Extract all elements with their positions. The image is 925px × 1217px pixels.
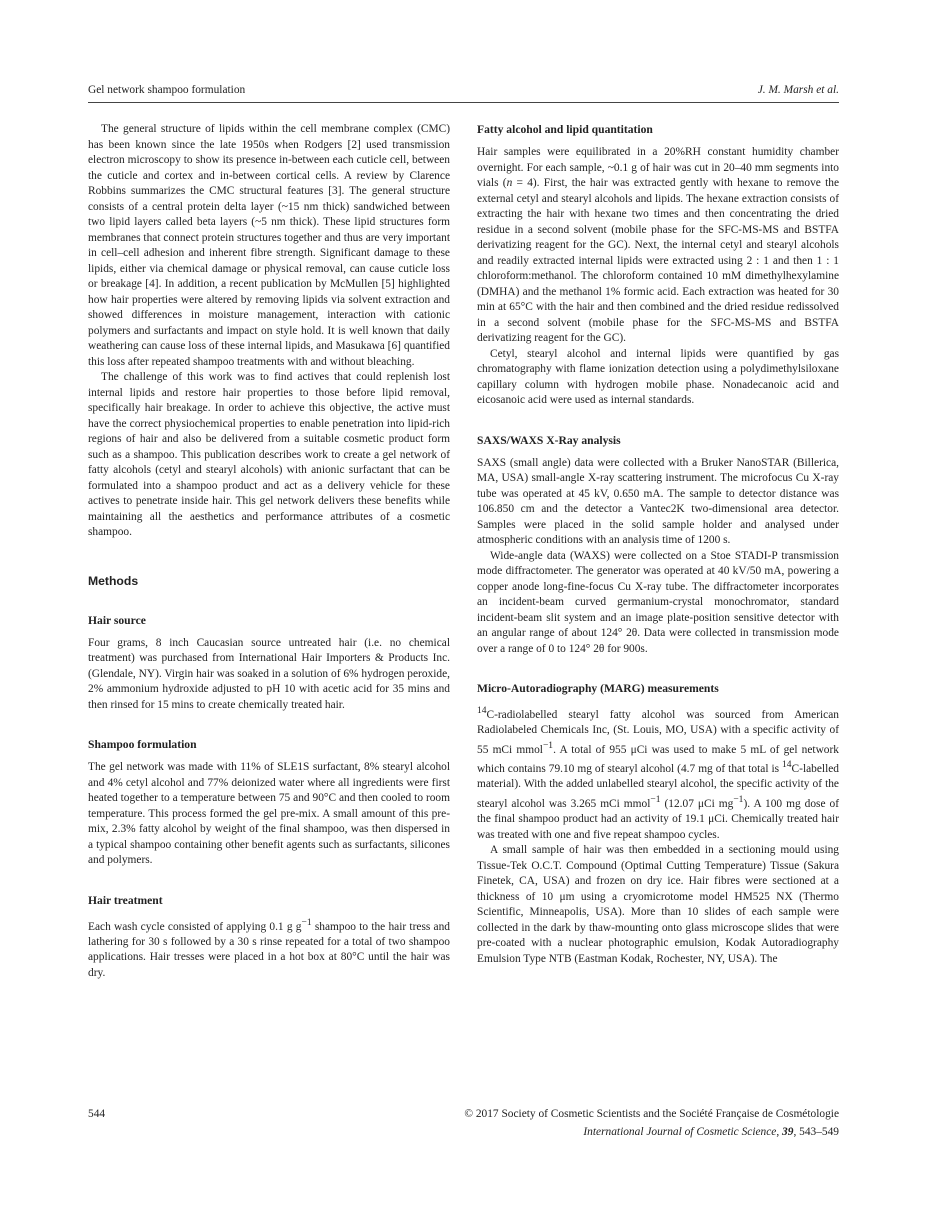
methods-heading: Methods xyxy=(88,573,139,588)
saxs-paragraph: SAXS (small angle) data were collected with a Bruker NanoSTAR (Billerica, MA, USA) small-angle X-ray scattering instrument. The microfocus Cu X-ray tube was operated at 45 kV, 0.650 mA. The sample to detector distance was 106.850 cm and the detector a Vantec2K two-dimensional area detector. Samples were placed in the solid sample holder and analysed under atmospheric conditions with an analysis time of 1200 s. xyxy=(477,456,839,546)
running-head xyxy=(88,82,839,98)
marg-heading: Micro-Autoradiography (MARG) measurements xyxy=(477,682,719,695)
saxs-waxs-heading: SAXS/WAXS X-Ray analysis xyxy=(477,433,621,447)
page-footer xyxy=(88,1106,839,1140)
waxs-paragraph: Wide-angle data (WAXS) were collected on a Stoe STADI-P transmission mode diffractometer. The generator was operated at 40 kV/50 mA, powering a copper anode long-fine-focus Cu X-ray tube. The diffractometer incorporates an incident-beam curved germanium-crystal monochromator, standard incident-beam slit system and an image plate-position sensitive detector with an angular range of about 124° 2θ. Data were collected in transmission mode over a range of 0 to 124° 2θ for 900s. xyxy=(477,549,839,655)
hair-treatment-heading: Hair treatment xyxy=(88,893,163,907)
shampoo-formulation-heading: Shampoo formulation xyxy=(88,738,197,751)
left-column xyxy=(88,122,450,981)
running-head-title: Gel network shampoo formulation xyxy=(88,84,246,96)
shampoo-formulation-paragraph: The gel network was made with 11% of SLE1S surfactant, 8% stearyl alcohol and 4% cetyl alcohol and 77% deionized water where all ingredients were first heated together to a temperature between 75 and 90°C and then cooled to room temperature. This process formed the gel pre-mix. A small amount of this pre-mix, 2.3% fatty alcohol by weight of the final shampoo, was then dispersed in a typical shampoo containing other benefit agents such as surfactants, silicones and polymers. xyxy=(88,761,450,866)
right-column xyxy=(477,122,839,967)
page-number: 544 xyxy=(88,1108,106,1120)
fatty-alcohol-heading: Fatty alcohol and lipid quantitation xyxy=(477,123,653,136)
journal-citation: International Journal of Cosmetic Science, 39, 543–549 xyxy=(583,1126,839,1138)
marg-paragraph-1: $^{14}$C-radiolabelled stearyl fatty alcohol was sourced from American Radiolabeled Chemicals Inc, (St. Louis, MO, USA) with a specific activity of 55 mCi mmol$^{-1}$. A total of 955 μCi was used to make 5 mL of gel network which contains 79.10 mg of stearyl alcohol (4.7 mg of that total is $^{14}$C-labelled material). With the added unlabelled stearyl alcohol, the specific activity of the stearyl alcohol was 3.265 mCi mmol$^{-1}$ (12.07 μCi $mg^{-1}$). A 100 mg dose of the final shampoo product had an activity of 19.1 μCi. Chemically treated hair was treated with one and five repeat shampoo cycles. xyxy=(477,706,840,841)
copyright-notice: © 2017 Society of Cosmetic Scientists and the Société Française de Cosmétologie xyxy=(464,1108,839,1120)
fatty-alcohol-paragraph-1: Hair samples were equilibrated in a 20%RH constant humidity chamber overnight. For each sample, ~0.1 g of hair was cut in 20–40 mm segments into vials (n = 4). First, the hair was extracted gently with hexane to remove the external cetyl and stearyl alcohols and lipids. The hexane extraction consists of extracting the hair with hexane two times and then concentrating the dried residue in a second solvent (mobile phase for the SFC-MS-MS and BSTFA derivatizing reagent for the GC). Next, the internal cetyl and stearyl alcohols and readily extracted internal lipids were extracted using 2 : 1 and then 1 : 1 chloroform:methanol. The chloroform contained 10 mM dimethylhexylamine (DMHA) and the methanol 1% formic acid. Each extraction was heated for 30 min at 65°C with the hair and then combined and the dried residue redissolved in a second solvent (mobile phase for the SFC-MS-MS and BSTFA derivatizing reagent for the GC). xyxy=(477,146,840,344)
running-head-authors: J. M. Marsh et al. xyxy=(757,84,839,96)
hair-source-heading: Hair source xyxy=(88,613,146,627)
header-rule xyxy=(88,102,839,103)
marg-paragraph-2: A small sample of hair was then embedded in a sectioning mould using Tissue-Tek O.C.T. Compound (Optimal Cutting Temperature) Tissue (Sakura Finetek, CA, USA) and frozen on dry ice. Hair fibres were sectioned at a thickness of 10 μm using a cryomicrotome model HM525 NX (Thermo Scientific, Minneapolis, USA). More than 10 slides of each sample were collected in the dark by thaw-mounting onto glass microscope slides that were pre-coated with a nuclear photographic emulsion, Kodak Autoradiography Emulsion Type NTB (Eastman Kodak, Rochester, NY, USA). The xyxy=(477,844,839,965)
intro-paragraph-2: The challenge of this work was to find actives that could replenish lost internal lipids and restore hair properties to those before lipid removal, specifically hair breakage. In order to achieve this objective, the active must have the correct physiochemical properties to enable penetration into lipid-rich regions of hair and also be delivered from a suitable cosmetic product form such as a shampoo. This publication describes work to create a gel network of fatty alcohols (cetyl and stearyl alcohols) with anionic surfactant that can be formulated into a shampoo product and act as a delivery vehicle for these actives to penetrate inside hair. This gel network delivers these benefits while maintaining all the aesthetics and performance attributes of a cosmetic shampoo. xyxy=(88,371,450,538)
hair-source-paragraph: Four grams, 8 inch Caucasian source untreated hair (i.e. no chemical treatment) was purchased from International Hair Importers & Products Inc. (Glendale, NY). Virgin hair was soaked in a solution of 6% hydrogen peroxide, 2% ammonium hydroxide adjusted to pH 10 with acetic acid for 35 mins and then rinsed for 15 mins to create chemically treated hair. xyxy=(88,636,450,711)
intro-paragraph-1: The general structure of lipids within the cell membrane complex (CMC) has been known since the late 1950s when Rodgers [2] used transmission electron microscopy to show its presence in-between each cuticle cell, between the cuticle and cortex and in-between cortical cells. A review by Clarence Robbins summarizes the CMC structural features [3]. The general structure consists of a central protein delta layer (~15 nm thick) sandwiched between two lipid layers called beta layers (~5 nm thick). These lipid structures form membranes that connect protein structures together and thus are very important in cell–cell adhesion and inherent fibre strength. Significant damage to these lipids, either via chemical damage or physical removal, can cause cuticle loss or breakage [4]. In addition, a recent publication by McMullen [5] highlighted how hair properties were altered by removing lipids via solvent extraction and showed differences in moisture management, interaction with cationic polymers and surfactants and impact on style hold. It is well known that daily weathering can cause loss of these internal lipids, and Masukawa [6] quantified this loss after repeated shampoo treatments with and without bleaching. xyxy=(88,123,450,368)
hair-treatment-paragraph: Each wash cycle consisted of applying 0.1 g $g^{-1}$ shampoo to the hair tress and lathering for 30 s followed by a 30 s rinse repeated for a total of two shampoo applications. Hair tresses were placed in a hot box at 80°C until the hair was dry. xyxy=(88,917,450,979)
fatty-alcohol-paragraph-2: Cetyl, stearyl alcohol and internal lipids were quantified by gas chromatography with flame ionization detection using a polydimethylsiloxane capillary column with hydrogen mobile phase. Nonadecanoic acid and eicosanoic acid were used as internal standards. xyxy=(477,347,839,406)
